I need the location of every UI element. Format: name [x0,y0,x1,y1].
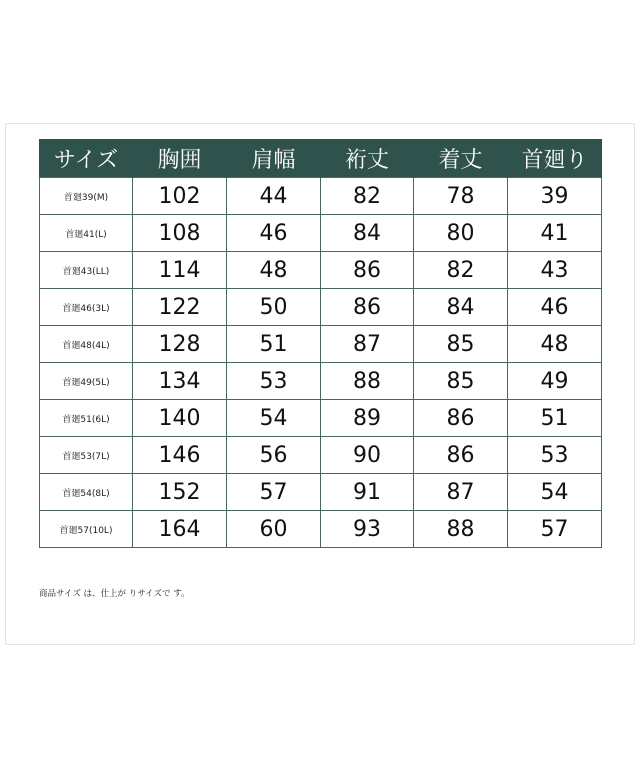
shoulder-value: 54 [227,400,321,437]
neck-value: 49 [508,363,602,400]
chest-value: 114 [133,252,227,289]
chest-value: 164 [133,511,227,548]
chest-value: 102 [133,178,227,215]
sleeve-value: 91 [321,474,414,511]
shoulder-value: 46 [227,215,321,252]
length-value: 78 [414,178,508,215]
size-label: 首廻53(7L) [40,437,133,474]
neck-value: 41 [508,215,602,252]
shoulder-value: 51 [227,326,321,363]
neck-value: 53 [508,437,602,474]
neck-value: 39 [508,178,602,215]
size-note: 商品サイズ は、仕上が りサイズで す。 [39,589,190,599]
sleeve-value: 86 [321,289,414,326]
table-row [40,400,602,437]
length-value: 80 [414,215,508,252]
table-row [40,178,602,215]
table-row [40,437,602,474]
size-label: 首廻54(8L) [40,474,133,511]
chest-value: 128 [133,326,227,363]
header-shoulder: 肩幅 [227,139,321,178]
table-header-row [40,139,602,178]
sleeve-value: 86 [321,252,414,289]
length-value: 82 [414,252,508,289]
sleeve-value: 93 [321,511,414,548]
length-value: 87 [414,474,508,511]
length-value: 86 [414,437,508,474]
length-value: 84 [414,289,508,326]
sleeve-value: 84 [321,215,414,252]
table-body [40,178,602,548]
header-sleeve: 裄丈 [321,139,414,178]
table-row [40,289,602,326]
size-label: 首廻48(4L) [40,326,133,363]
header-size: サイズ [40,139,133,178]
sleeve-value: 87 [321,326,414,363]
size-label: 首廻41(L) [40,215,133,252]
shoulder-value: 60 [227,511,321,548]
table-row [40,326,602,363]
sleeve-value: 89 [321,400,414,437]
sleeve-value: 88 [321,363,414,400]
chest-value: 140 [133,400,227,437]
size-label: 首廻51(6L) [40,400,133,437]
size-label: 首廻43(LL) [40,252,133,289]
chest-value: 146 [133,437,227,474]
chest-value: 134 [133,363,227,400]
sleeve-value: 90 [321,437,414,474]
neck-value: 48 [508,326,602,363]
neck-value: 43 [508,252,602,289]
table-row [40,252,602,289]
shoulder-value: 53 [227,363,321,400]
neck-value: 54 [508,474,602,511]
length-value: 85 [414,326,508,363]
header-neck: 首廻り [508,139,602,178]
shoulder-value: 57 [227,474,321,511]
neck-value: 51 [508,400,602,437]
length-value: 86 [414,400,508,437]
chest-value: 108 [133,215,227,252]
neck-value: 46 [508,289,602,326]
shoulder-value: 44 [227,178,321,215]
shoulder-value: 56 [227,437,321,474]
shoulder-value: 48 [227,252,321,289]
header-length: 着丈 [414,139,508,178]
table-row [40,215,602,252]
chest-value: 152 [133,474,227,511]
table-row [40,511,602,548]
size-label: 首廻49(5L) [40,363,133,400]
size-label: 首廻39(M) [40,178,133,215]
size-label: 首廻57(10L) [40,511,133,548]
length-value: 85 [414,363,508,400]
shoulder-value: 50 [227,289,321,326]
table-row [40,363,602,400]
header-chest: 胸囲 [133,139,227,178]
table-row [40,474,602,511]
sleeve-value: 82 [321,178,414,215]
size-label: 首廻46(3L) [40,289,133,326]
chest-value: 122 [133,289,227,326]
size-chart-table [39,139,602,548]
neck-value: 57 [508,511,602,548]
length-value: 88 [414,511,508,548]
